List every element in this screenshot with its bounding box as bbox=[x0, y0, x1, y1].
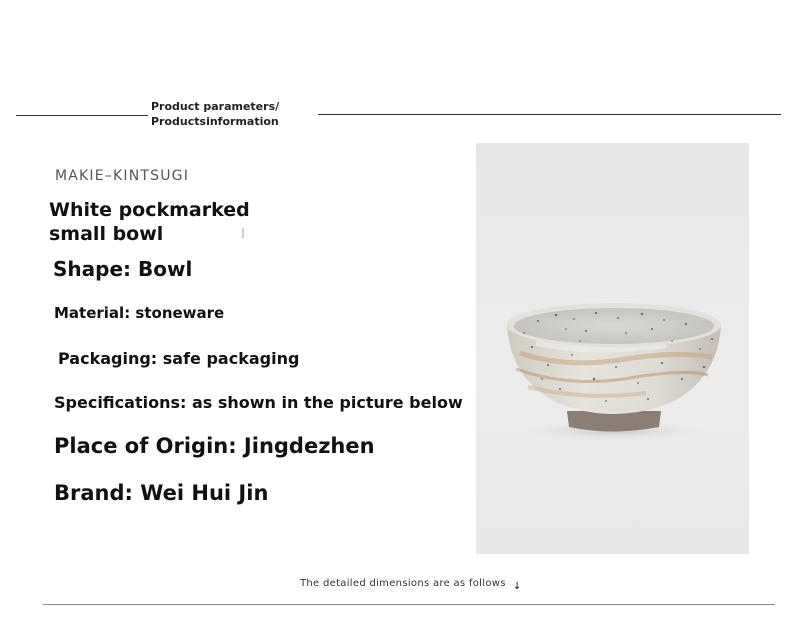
brand-wordmark: MAKIE–KINTSUGI bbox=[55, 168, 190, 184]
spec-brand: Brand: Wei Hui Jin bbox=[54, 481, 269, 505]
product-photo bbox=[476, 143, 749, 554]
header-divider-right bbox=[318, 114, 781, 115]
footer-divider bbox=[43, 604, 775, 605]
section-header-line1: Product parameters/ bbox=[151, 100, 280, 113]
spec-packaging: Packaging: safe packaging bbox=[58, 349, 300, 368]
title-marker bbox=[242, 228, 244, 238]
section-header-line2: Productsinformation bbox=[151, 115, 279, 128]
product-title-line1: White pockmarked bbox=[49, 199, 250, 221]
product-title bbox=[49, 198, 259, 246]
down-arrow-icon: ↓ bbox=[513, 581, 522, 592]
spec-origin: Place of Origin: Jingdezhen bbox=[54, 434, 375, 458]
section-header bbox=[151, 99, 279, 129]
product-title-line2: small bowl bbox=[49, 223, 164, 245]
spec-specifications: Specifications: as shown in the picture below bbox=[54, 393, 463, 412]
header-divider-left bbox=[16, 115, 148, 116]
spec-material: Material: stoneware bbox=[54, 304, 225, 322]
dimensions-note: The detailed dimensions are as follows bbox=[300, 578, 506, 589]
bowl-illustration bbox=[476, 143, 749, 554]
spec-shape: Shape: Bowl bbox=[53, 257, 193, 281]
